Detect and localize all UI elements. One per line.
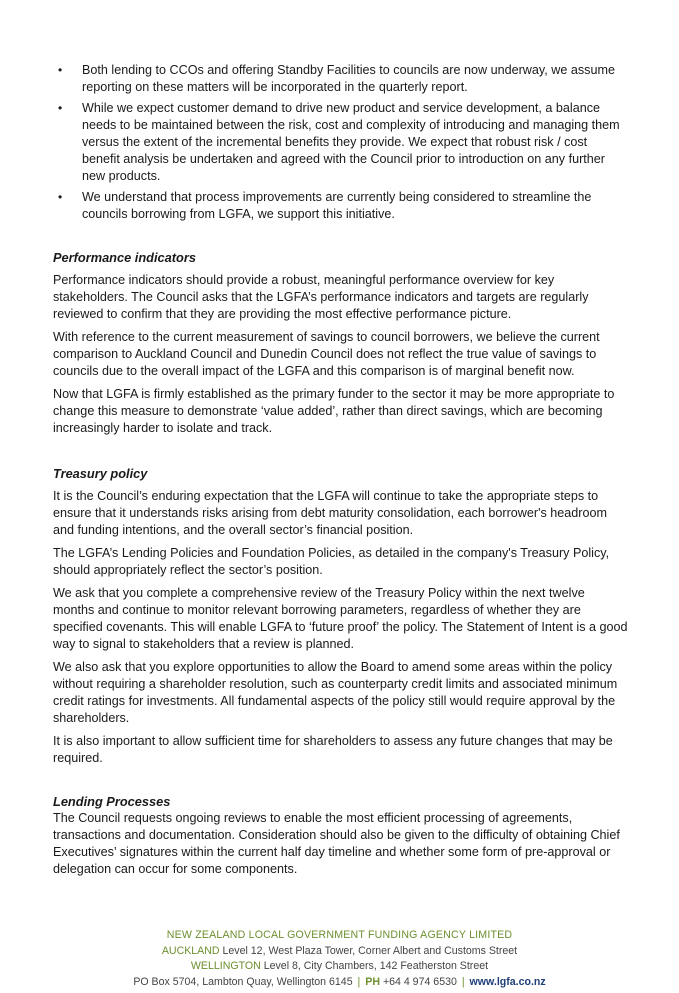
document-body xyxy=(53,62,628,884)
bullet-text: Both lending to CCOs and offering Standby Facilities to councils are now underway, we assume reporting on these matters will be incorporated in the quarterly report. xyxy=(82,63,615,94)
agency-name: NEW ZEALAND LOCAL GOVERNMENT FUNDING AGENCY LIMITED xyxy=(166,929,513,941)
bullet-icon: • xyxy=(58,101,63,115)
section-heading: Lending Processes xyxy=(53,794,171,809)
paragraph: Performance indicators should provide a robust, meaningful performance overview for key stakeholders. The Council asks that the LGFA’s performance indicators and targets are regularly reviewed to confirm that they are providing the most effective performance picture. xyxy=(53,273,589,321)
phone-number: +64 4 974 6530 xyxy=(382,975,457,988)
paragraph: The Council requests ongoing reviews to enable the most efficient processing of agreements, transactions and documentation. Consideration should also be given to the difficulty of obtaining Chief Executives’ signatures within the current half day timeline and whether some form of pre-approval or delegation can occur for some components. xyxy=(53,811,620,876)
bullet-icon: • xyxy=(58,63,63,77)
separator: | xyxy=(461,975,465,988)
paragraph: We also ask that you explore opportunities to allow the Board to amend some areas within the policy without requiring a shareholder resolution, such as counterparty credit limits and associated minimum credit ratings for investments. All fundamental aspects of the policy still would require approval by the shareholders. xyxy=(53,660,618,725)
auckland-label: AUCKLAND xyxy=(161,944,220,957)
paragraph: Now that LGFA is firmly established as the primary funder to the sector it may be more appropriate to change this measure to demonstrate ‘value added’, rather than direct savings, which are becoming increasingly harder to isolate and track. xyxy=(53,387,615,435)
letterhead-footer xyxy=(0,928,679,990)
wellington-address: Level 8, City Chambers, 142 Featherston Street xyxy=(263,960,489,972)
phone-label: PH xyxy=(365,975,380,988)
section-heading: Treasury policy xyxy=(53,466,148,481)
bullet-text: We understand that process improvements are currently being considered to streamline the councils borrowing from LGFA, we support this initiative. xyxy=(82,190,592,221)
section-performance xyxy=(53,249,628,437)
section-spacer xyxy=(53,227,628,249)
auckland-address-line xyxy=(0,944,679,960)
list-item xyxy=(53,62,628,96)
bullet-text: While we expect customer demand to drive new product and service development, a balance needs to be maintained between the risk, cost and complexity of introducing and managing them versus the extent of the incremental benefits they provide. We expect that robust risk / cost benefit analysis be undertaken and agreed with the Council prior to introduction on any further new products. xyxy=(82,101,620,183)
section-treasury xyxy=(53,465,628,767)
section-lending xyxy=(53,793,628,878)
list-item xyxy=(53,189,628,223)
contact-line xyxy=(0,975,679,991)
list-item xyxy=(53,100,628,185)
section-spacer xyxy=(53,773,628,793)
paragraph: It is the Council’s enduring expectation that the LGFA will continue to take the appropriate steps to ensure that it understands risks arising from debt maturity consolidation, each borrower's headroom and funding intentions, and the overall sector’s financial position. xyxy=(53,489,608,537)
paragraph: The LGFA’s Lending Policies and Foundation Policies, as detailed in the company's Treasury Policy, should appropriately reflect the sector’s position. xyxy=(53,546,610,577)
bullet-list xyxy=(53,62,628,223)
bullet-icon: • xyxy=(58,190,63,204)
auckland-address: Level 12, West Plaza Tower, Corner Albert and Customs Street xyxy=(222,944,518,957)
paragraph: With reference to the current measurement of savings to council borrowers, we believe the current comparison to Auckland Council and Dunedin Council does not reflect the true value of savings to councils due to the overall impact of the LGFA and this comparison is of marginal benefit now. xyxy=(53,330,600,378)
separator: | xyxy=(357,975,361,988)
po-box: PO Box 5704, Lambton Quay, Wellington 6145 xyxy=(133,975,353,988)
section-spacer xyxy=(53,443,628,465)
wellington-label: WELLINGTON xyxy=(190,960,261,972)
section-heading: Performance indicators xyxy=(53,250,196,265)
paragraph: It is also important to allow sufficient time for shareholders to assess any future changes that may be required. xyxy=(53,734,613,765)
wellington-address-line xyxy=(0,959,679,975)
paragraph: We ask that you complete a comprehensive review of the Treasury Policy within the next twelve months and continue to monitor relevant borrowing parameters, regardless of whether they are specified covenants. This will enable LGFA to ‘future proof’ the policy. The Statement of Intent is a good way to signal to stakeholders that a review is planned. xyxy=(53,586,628,651)
website-link[interactable]: www.lgfa.co.nz xyxy=(469,975,546,988)
